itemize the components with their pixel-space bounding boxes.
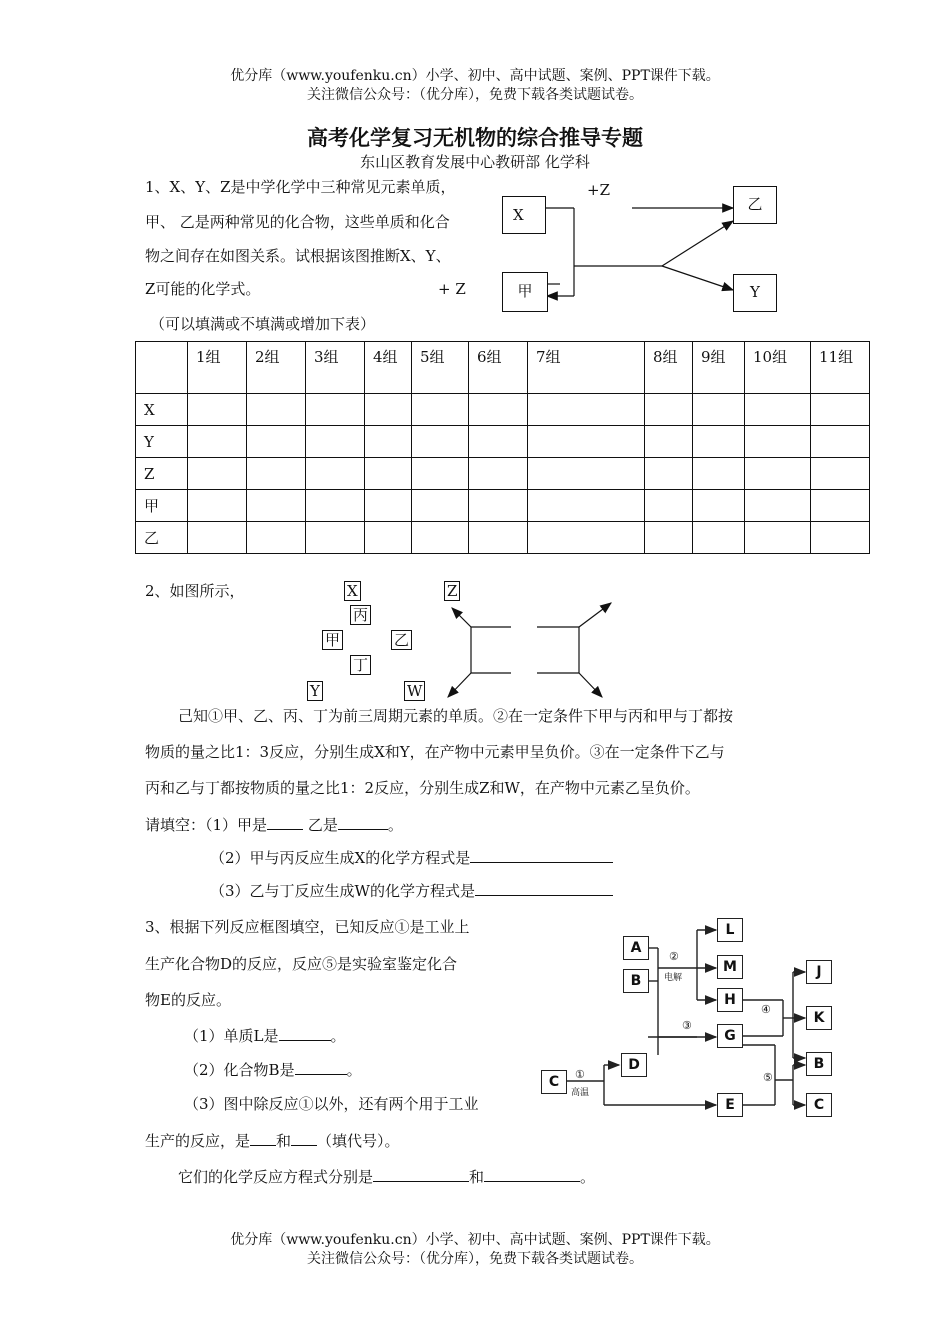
row-label: 乙	[136, 522, 188, 554]
q3-box-g: G	[717, 1024, 743, 1048]
q3-line-3: 物E的反应。	[145, 991, 231, 1009]
q2-box-bing: 丙	[350, 605, 371, 625]
q3-label-r4: ④	[761, 1003, 771, 1016]
q1-plus-z-bottom: + Z	[438, 280, 466, 298]
table-header-cell: 8组	[645, 342, 693, 394]
q2-para-2: 物质的量之比1：3反应，分别生成X和Y，在产物中元素甲呈负价。③在一定条件下乙与	[145, 743, 725, 761]
q2-box-yi: 乙	[391, 630, 412, 650]
q3-label-dianjie: 电解	[664, 973, 683, 983]
header-line-1: 优分库（www.youfenku.cn）小学、初中、高中试题、案例、PPT课件下载。	[230, 68, 720, 84]
q2-box-ding: 丁	[350, 655, 371, 675]
q3-s1b: 。	[330, 1027, 346, 1045]
q2-fill-c: 。	[387, 816, 403, 834]
footer-line-1: 优分库（www.youfenku.cn）小学、初中、高中试题、案例、PPT课件下载。	[230, 1232, 720, 1248]
q1-box-y: Y	[733, 274, 777, 312]
q3-box-k: K	[806, 1006, 832, 1030]
table-header-cell: 6组	[469, 342, 528, 394]
table-header-cell: 2组	[247, 342, 306, 394]
table-header-cell: 1组	[188, 342, 247, 394]
row-label: Y	[136, 426, 188, 458]
table-header-cell: 7组	[528, 342, 645, 394]
q3-s4b: 和	[276, 1132, 292, 1150]
q3-box-c: C	[541, 1070, 567, 1094]
q2-sub-3-text: （3）乙与丁反应生成W的化学方程式是	[210, 882, 475, 900]
q2-box-y: Y	[307, 681, 323, 701]
q3-s2a: （2）化合物B是	[184, 1061, 295, 1079]
row-label: X	[136, 394, 188, 426]
table-header-cell: 4组	[365, 342, 412, 394]
q1-line-1: 1、X、Y、Z是中学化学中三种常见元素单质，	[145, 178, 456, 196]
q3-box-c2: C	[806, 1093, 832, 1117]
q2-box-jia: 甲	[322, 630, 343, 650]
table-header-cell: 5组	[412, 342, 469, 394]
q3-label-gaowen: 高温	[571, 1088, 590, 1098]
q3-line-2: 生产化合物D的反应，反应⑤是实验室鉴定化合	[145, 955, 458, 973]
q2-box-z: Z	[444, 581, 460, 601]
q2-box-x: X	[344, 581, 361, 601]
q1-line-4: Z可能的化学式。	[145, 280, 261, 298]
q3-s2b: 。	[346, 1061, 362, 1079]
q3-label-r3: ③	[682, 1019, 692, 1032]
q3-s4c: （填代号）。	[317, 1132, 400, 1150]
table-header-cell: 3组	[306, 342, 365, 394]
q1-line-2: 甲、 乙是两种常见的化合物，这些单质和化合	[145, 213, 450, 231]
table-header-cell: 11组	[811, 342, 870, 394]
q3-box-b2: B	[806, 1052, 832, 1076]
q3-s5b: 和	[469, 1168, 485, 1186]
q3-box-h: H	[717, 988, 743, 1012]
q3-box-b: B	[623, 969, 649, 993]
q1-box-yi: 乙	[733, 186, 777, 224]
q3-box-l: L	[717, 918, 743, 942]
q3-label-r5: ⑤	[763, 1071, 773, 1084]
q2-para-3: 丙和乙与丁都按物质的量之比1：2反应，分别生成Z和W，在产物中元素乙呈负价。	[145, 779, 700, 797]
q3-box-j: J	[806, 960, 832, 984]
page-title: 高考化学复习无机物的综合推导专题	[307, 125, 643, 150]
row-label: 甲	[136, 490, 188, 522]
q3-box-a: A	[623, 936, 649, 960]
q2-fill-a: 请填空：（1）甲是	[145, 816, 268, 834]
q1-box-jia: 甲	[502, 272, 548, 312]
q3-label-r1: ①	[575, 1068, 585, 1081]
q3-s5a: 它们的化学反应方程式分别是	[178, 1168, 374, 1186]
row-label: Z	[136, 458, 188, 490]
q3-label-r2: ②	[669, 950, 679, 963]
q2-fill-b: 乙是	[307, 816, 338, 834]
q1-note: （可以填满或不填满或增加下表）	[150, 315, 376, 333]
q2-box-w: W	[404, 681, 425, 701]
q3-line-1: 3、根据下列反应框图填空，已知反应①是工业上	[145, 918, 470, 936]
table-header-cell: 10组	[745, 342, 811, 394]
footer-line-2: 关注微信公众号：（优分库），免费下载各类试题试卷。	[307, 1251, 643, 1267]
q1-line-3: 物之间存在如图关系。试根据该图推断X、Y、	[145, 247, 451, 265]
q3-box-m: M	[717, 955, 743, 979]
q3-box-e: E	[717, 1093, 743, 1117]
q2-sub-2-text: （2）甲与丙反应生成X的化学方程式是	[210, 849, 471, 867]
q3-box-d: D	[621, 1053, 647, 1077]
q3-s1a: （1）单质L是	[184, 1027, 279, 1045]
q3-s5c: 。	[580, 1168, 596, 1186]
page-subtitle: 东山区教育发展中心教研部 化学科	[360, 153, 590, 171]
q2-label: 2、如图所示，	[145, 582, 245, 600]
q2-para-1: 己知①甲、乙、丙、丁为前三周期元素的单质。②在一定条件下甲与丙和甲与丁都按	[178, 707, 734, 725]
q3-s4a: 生产的反应，是	[145, 1132, 251, 1150]
table-header-cell: 9组	[693, 342, 745, 394]
header-line-2: 关注微信公众号：（优分库），免费下载各类试题试卷。	[307, 87, 643, 103]
q3-sub-3: （3）图中除反应①以外，还有两个用于工业	[184, 1095, 479, 1113]
q1-plus-z-top: +Z	[587, 181, 610, 199]
q1-box-x: X	[502, 196, 546, 234]
